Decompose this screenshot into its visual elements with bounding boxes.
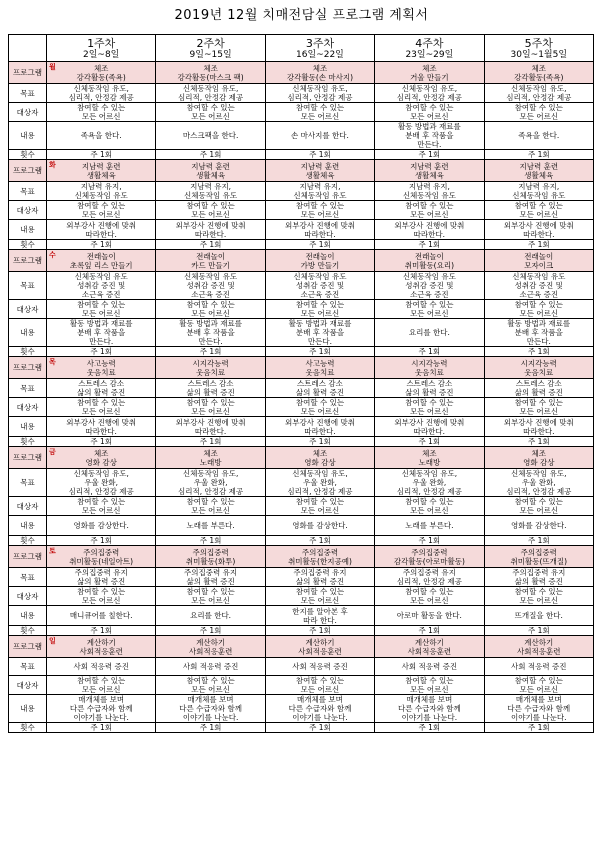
program-row — [9, 546, 594, 568]
row-label: 대상자 — [9, 103, 47, 122]
count-cell: 주 1회 — [484, 536, 593, 546]
count-cell: 주 1회 — [47, 626, 156, 636]
row-label: 프로그램 — [9, 250, 47, 272]
content-cell: 활동 방법과 재료를 분배 후 작품을 만든다. — [375, 122, 484, 150]
content-row — [9, 319, 594, 347]
row-label: 내용 — [9, 695, 47, 723]
target-cell: 참여할 수 있는 모든 어르신 — [156, 398, 265, 417]
target-cell: 참여할 수 있는 모든 어르신 — [156, 103, 265, 122]
content-cell: 요리를 한다. — [156, 606, 265, 626]
goal-cell: 신체동작임 유도, 우울 완화, 심리적, 안정감 제공 — [156, 469, 265, 497]
target-cell: 참여할 수 있는 모든 어르신 — [375, 201, 484, 220]
program-row — [9, 447, 594, 469]
target-row — [9, 676, 594, 695]
count-cell: 주 1회 — [265, 626, 374, 636]
program-cell: 체조 영화 감상 금 — [47, 447, 156, 469]
goal-cell: 신체동작임 유도 성취감 증진 및 소근육 증진 — [265, 272, 374, 300]
program-cell: 지남력 훈련 생활체육 — [375, 160, 484, 182]
content-cell: 요리를 한다. — [375, 319, 484, 347]
goal-row — [9, 84, 594, 103]
content-row — [9, 220, 594, 240]
program-row — [9, 250, 594, 272]
target-cell: 참여할 수 있는 모든 어르신 — [375, 676, 484, 695]
goal-cell: 주의집중력 유지 심리적, 안정감 제공 — [375, 568, 484, 587]
count-cell: 주 1회 — [265, 240, 374, 250]
goal-cell: 지남력 유지, 신체동작임 유도 — [156, 182, 265, 201]
row-label: 대상자 — [9, 587, 47, 606]
content-row — [9, 516, 594, 536]
goal-cell: 신체동작임 유도, 심리적, 안정감 제공 — [47, 84, 156, 103]
count-cell: 주 1회 — [156, 723, 265, 733]
goal-cell: 신체동작임 유도, 심리적, 안정감 제공 — [156, 84, 265, 103]
goal-cell: 스트레스 감소 삶의 활력 증진 — [375, 379, 484, 398]
program-cell: 전래놀이 취미활동(요리) — [375, 250, 484, 272]
row-label: 목표 — [9, 182, 47, 201]
count-cell: 주 1회 — [47, 723, 156, 733]
target-cell: 참여할 수 있는 모든 어르신 — [484, 398, 593, 417]
program-cell: 체조 노래방 — [375, 447, 484, 469]
content-cell: 외부강사 진행에 맞춰 따라한다. — [375, 220, 484, 240]
content-cell: 뜨개질을 한다. — [484, 606, 593, 626]
content-row — [9, 417, 594, 437]
count-cell: 주 1회 — [265, 347, 374, 357]
count-cell: 주 1회 — [156, 437, 265, 447]
count-row — [9, 536, 594, 546]
row-label: 목표 — [9, 84, 47, 103]
goal-cell: 신체동작임 유도, 우울 완화, 심리적, 안정감 제공 — [47, 469, 156, 497]
goal-cell: 주의집중력 유지 삶의 활력 증진 — [484, 568, 593, 587]
target-cell: 참여할 수 있는 모든 어르신 — [375, 300, 484, 319]
count-cell: 주 1회 — [375, 150, 484, 160]
content-cell: 영화를 감상한다. — [47, 516, 156, 536]
row-label: 횟수 — [9, 240, 47, 250]
target-cell: 참여할 수 있는 모든 어르신 — [47, 676, 156, 695]
target-cell: 참여할 수 있는 모든 어르신 — [265, 676, 374, 695]
program-cell: 시지각능력 웃음치료 — [375, 357, 484, 379]
goal-row — [9, 658, 594, 676]
program-cell: 체조 영화 감상 — [265, 447, 374, 469]
program-row — [9, 160, 594, 182]
content-cell: 외부강사 진행에 맞춰 따라한다. — [156, 220, 265, 240]
target-row — [9, 587, 594, 606]
row-label: 대상자 — [9, 300, 47, 319]
goal-cell: 주의집중력 유지 삶의 활력 증진 — [47, 568, 156, 587]
content-cell: 활동 방법과 재료를 분배 후 작품을 만든다. — [484, 319, 593, 347]
row-label: 내용 — [9, 319, 47, 347]
target-cell: 참여할 수 있는 모든 어르신 — [265, 398, 374, 417]
target-cell: 참여할 수 있는 모든 어르신 — [47, 103, 156, 122]
target-cell: 참여할 수 있는 모든 어르신 — [47, 201, 156, 220]
content-cell: 마스크팩을 한다. — [156, 122, 265, 150]
target-cell: 참여할 수 있는 모든 어르신 — [156, 300, 265, 319]
count-cell: 주 1회 — [47, 240, 156, 250]
count-cell: 주 1회 — [47, 437, 156, 447]
goal-row — [9, 182, 594, 201]
count-row — [9, 150, 594, 160]
row-label: 대상자 — [9, 497, 47, 516]
program-cell: 체조 강각활동(족욕) 월 — [47, 62, 156, 84]
target-cell: 참여할 수 있는 모든 어르신 — [156, 587, 265, 606]
row-label: 횟수 — [9, 536, 47, 546]
count-cell: 주 1회 — [47, 150, 156, 160]
week-header: 5주차 30일~1월5일 — [484, 35, 593, 62]
goal-cell: 스트레스 감소 삶의 활력 증진 — [47, 379, 156, 398]
program-cell: 체조 영화 감상 — [484, 447, 593, 469]
goal-cell: 사회 적응력 증진 — [156, 658, 265, 676]
goal-cell: 신체동작임 유도, 심리적, 안정감 제공 — [484, 84, 593, 103]
target-cell: 참여할 수 있는 모든 어르신 — [265, 587, 374, 606]
target-cell: 참여할 수 있는 모든 어르신 — [484, 497, 593, 516]
content-cell: 매개체를 보며 다른 수급자와 함께 이야기를 나눈다. — [484, 695, 593, 723]
week-header: 3주차 16일~22일 — [265, 35, 374, 62]
count-cell: 주 1회 — [375, 536, 484, 546]
goal-cell: 지남력 유지, 신체동작임 유도 — [265, 182, 374, 201]
goal-cell: 스트레스 감소 삶의 활력 증진 — [484, 379, 593, 398]
content-cell: 외부강사 진행에 맞춰 따라한다. — [484, 220, 593, 240]
goal-cell: 신체동작임 유도, 우울 완화, 심리적, 안정감 제공 — [265, 469, 374, 497]
goal-cell: 사회 적응력 증진 — [265, 658, 374, 676]
target-cell: 참여할 수 있는 모든 어르신 — [156, 497, 265, 516]
day-tag: 목 — [49, 358, 56, 366]
target-cell: 참여할 수 있는 모든 어르신 — [265, 300, 374, 319]
target-row — [9, 300, 594, 319]
goal-cell: 사회 적응력 증진 — [484, 658, 593, 676]
row-label: 횟수 — [9, 723, 47, 733]
count-cell: 주 1회 — [484, 626, 593, 636]
goal-cell: 주의집중력 유지 삶의 활력 증진 — [265, 568, 374, 587]
program-cell: 전래놀이 가방 만들기 — [265, 250, 374, 272]
count-cell: 주 1회 — [156, 626, 265, 636]
row-label: 내용 — [9, 516, 47, 536]
week-header-row — [9, 35, 594, 62]
program-cell: 주의집중력 취미활동(화투) — [156, 546, 265, 568]
day-tag: 토 — [49, 547, 56, 555]
program-cell: 지남력 훈련 생활체육 — [484, 160, 593, 182]
goal-cell: 지남력 유지, 신체동작임 유도 — [375, 182, 484, 201]
goal-cell: 신체동작임 유도 성취감 증진 및 소근육 증진 — [47, 272, 156, 300]
program-cell: 체조 강각활동(족욕) — [484, 62, 593, 84]
row-label: 목표 — [9, 379, 47, 398]
content-cell: 외부강사 진행에 맞춰 따라한다. — [484, 417, 593, 437]
row-label: 내용 — [9, 122, 47, 150]
count-cell: 주 1회 — [484, 150, 593, 160]
goal-cell: 신체동작임 유도, 우울 완화, 심리적, 안정감 제공 — [484, 469, 593, 497]
day-tag: 일 — [49, 637, 56, 645]
count-cell: 주 1회 — [156, 240, 265, 250]
row-label: 프로그램 — [9, 447, 47, 469]
row-label: 목표 — [9, 272, 47, 300]
target-cell: 참여할 수 있는 모든 어르신 — [156, 676, 265, 695]
program-row — [9, 636, 594, 658]
goal-cell: 지남력 유지, 신체동작임 유도 — [47, 182, 156, 201]
program-cell: 계산하기 사회적응훈련 — [375, 636, 484, 658]
program-cell: 주의집중력 감각활동(아로마활동) — [375, 546, 484, 568]
row-label: 프로그램 — [9, 357, 47, 379]
row-label: 횟수 — [9, 347, 47, 357]
goal-row — [9, 469, 594, 497]
content-cell: 족욕을 한다. — [484, 122, 593, 150]
content-cell: 매개체를 보며 다른 수급자와 함께 이야기를 나눈다. — [47, 695, 156, 723]
target-cell: 참여할 수 있는 모든 어르신 — [484, 300, 593, 319]
target-row — [9, 497, 594, 516]
count-cell: 주 1회 — [265, 536, 374, 546]
row-label: 목표 — [9, 568, 47, 587]
program-cell: 지남력 훈련 생활체육 — [265, 160, 374, 182]
program-cell: 주의집중력 취미활동(네일아트) 토 — [47, 546, 156, 568]
target-cell: 참여할 수 있는 모든 어르신 — [156, 201, 265, 220]
content-cell: 노래를 부른다. — [156, 516, 265, 536]
day-tag: 월 — [49, 63, 56, 71]
count-cell: 주 1회 — [375, 626, 484, 636]
count-cell: 주 1회 — [47, 536, 156, 546]
program-cell: 체조 노래방 — [156, 447, 265, 469]
program-cell: 계산하기 사회적응훈련 — [265, 636, 374, 658]
row-label: 내용 — [9, 220, 47, 240]
target-cell: 참여할 수 있는 모든 어르신 — [265, 497, 374, 516]
content-cell: 손 마사지를 한다. — [265, 122, 374, 150]
count-cell: 주 1회 — [484, 240, 593, 250]
target-cell: 참여할 수 있는 모든 어르신 — [375, 103, 484, 122]
corner-cell — [9, 35, 47, 62]
row-label: 횟수 — [9, 150, 47, 160]
content-cell: 외부강사 진행에 맞춰 따라한다. — [156, 417, 265, 437]
program-row — [9, 357, 594, 379]
target-cell: 참여할 수 있는 모든 어르신 — [47, 497, 156, 516]
program-cell: 시지각능력 웃음치료 — [156, 357, 265, 379]
count-cell: 주 1회 — [156, 150, 265, 160]
target-cell: 참여할 수 있는 모든 어르신 — [375, 587, 484, 606]
content-row — [9, 695, 594, 723]
target-cell: 참여할 수 있는 모든 어르신 — [47, 300, 156, 319]
goal-row — [9, 568, 594, 587]
count-cell: 주 1회 — [156, 536, 265, 546]
day-tag: 화 — [49, 161, 56, 169]
count-cell: 주 1회 — [47, 347, 156, 357]
goal-cell: 사회 적응력 증진 — [47, 658, 156, 676]
content-cell: 한지를 알아본 후 따라 한다. — [265, 606, 374, 626]
count-cell: 주 1회 — [375, 723, 484, 733]
target-cell: 참여할 수 있는 모든 어르신 — [484, 587, 593, 606]
row-label: 프로그램 — [9, 636, 47, 658]
content-row — [9, 606, 594, 626]
row-label: 대상자 — [9, 398, 47, 417]
target-cell: 참여할 수 있는 모든 어르신 — [265, 103, 374, 122]
target-row — [9, 398, 594, 417]
content-row — [9, 122, 594, 150]
content-cell: 활동 방법과 재료를 분배 후 작품을 만든다. — [156, 319, 265, 347]
program-cell: 전래놀이 초록잎 리스 만들기 수 — [47, 250, 156, 272]
row-label: 대상자 — [9, 201, 47, 220]
target-cell: 참여할 수 있는 모든 어르신 — [484, 201, 593, 220]
row-label: 프로그램 — [9, 160, 47, 182]
program-cell: 주의집중력 취미활동(한지공예) — [265, 546, 374, 568]
count-cell: 주 1회 — [265, 723, 374, 733]
target-cell: 참여할 수 있는 모든 어르신 — [47, 398, 156, 417]
count-cell: 주 1회 — [375, 347, 484, 357]
row-label: 프로그램 — [9, 62, 47, 84]
count-cell: 주 1회 — [484, 437, 593, 447]
goal-cell: 신체동작임 유도 성취감 증진 및 소근육 증진 — [156, 272, 265, 300]
program-cell: 지남력 훈련 생활체육 화 — [47, 160, 156, 182]
count-row — [9, 723, 594, 733]
row-label: 내용 — [9, 606, 47, 626]
program-cell: 전래놀이 카드 만들기 — [156, 250, 265, 272]
goal-row — [9, 379, 594, 398]
row-label: 프로그램 — [9, 546, 47, 568]
program-cell: 계산하기 사회적응훈련 일 — [47, 636, 156, 658]
goal-cell: 신체동작임 유도, 심리적, 안정감 제공 — [265, 84, 374, 103]
content-cell: 외부강사 진행에 맞춰 따라한다. — [375, 417, 484, 437]
content-cell: 아로마 활동을 한다. — [375, 606, 484, 626]
goal-cell: 사회 적응력 증진 — [375, 658, 484, 676]
row-label: 횟수 — [9, 626, 47, 636]
target-cell: 참여할 수 있는 모든 어르신 — [265, 201, 374, 220]
count-row — [9, 626, 594, 636]
count-row — [9, 240, 594, 250]
program-cell: 체조 강각활동(손 마사지) — [265, 62, 374, 84]
content-cell: 영화를 감상한다. — [265, 516, 374, 536]
content-cell: 매니큐어를 칠한다. — [47, 606, 156, 626]
count-cell: 주 1회 — [375, 437, 484, 447]
program-cell: 체조 거울 만들기 — [375, 62, 484, 84]
content-cell: 외부강사 진행에 맞춰 따라한다. — [265, 417, 374, 437]
content-cell: 매개체를 보며 다른 수급자와 함께 이야기를 나눈다. — [265, 695, 374, 723]
program-cell: 계산하기 사회적응훈련 — [156, 636, 265, 658]
row-label: 목표 — [9, 658, 47, 676]
content-cell: 매개체를 보며 다른 수급자와 함께 이야기를 나눈다. — [156, 695, 265, 723]
day-tag: 금 — [49, 448, 56, 456]
program-cell: 계산하기 사회적응훈련 — [484, 636, 593, 658]
program-cell: 지남력 훈련 생활체육 — [156, 160, 265, 182]
goal-cell: 지남력 유지, 신체동작임 유도 — [484, 182, 593, 201]
content-cell: 외부강사 진행에 맞춰 따라한다. — [47, 220, 156, 240]
page-title: 2019년 12월 치매전담실 프로그램 계획서 — [174, 8, 429, 23]
goal-cell: 스트레스 감소 삶의 활력 증진 — [156, 379, 265, 398]
content-cell: 영화를 감상한다. — [484, 516, 593, 536]
row-label: 대상자 — [9, 676, 47, 695]
target-cell: 참여할 수 있는 모든 어르신 — [375, 398, 484, 417]
count-row — [9, 437, 594, 447]
week-header: 4주차 23일~29일 — [375, 35, 484, 62]
content-cell: 활동 방법과 재료를 분배 후 작품을 만든다. — [47, 319, 156, 347]
count-cell: 주 1회 — [484, 723, 593, 733]
week-header: 2주차 9일~15일 — [156, 35, 265, 62]
program-cell: 사고능력 웃음치료 목 — [47, 357, 156, 379]
goal-cell: 신체동작임 유도, 심리적, 안정감 제공 — [375, 84, 484, 103]
content-cell: 족욕을 한다. — [47, 122, 156, 150]
count-cell: 주 1회 — [265, 437, 374, 447]
row-label: 목표 — [9, 469, 47, 497]
content-cell: 매개체를 보며 다른 수급자와 함께 이야기를 나눈다. — [375, 695, 484, 723]
goal-cell: 신체동작임 유도 성취감 증진 및 소근육 증진 — [484, 272, 593, 300]
program-cell: 전래놀이 모자이크 — [484, 250, 593, 272]
target-cell: 참여할 수 있는 모든 어르신 — [484, 676, 593, 695]
content-cell: 활동 방법과 재료를 분배 후 작품을 만든다. — [265, 319, 374, 347]
day-tag: 수 — [49, 251, 56, 259]
count-cell: 주 1회 — [265, 150, 374, 160]
program-cell: 주의집중력 취미활동(뜨개질) — [484, 546, 593, 568]
count-cell: 주 1회 — [156, 347, 265, 357]
content-cell: 외부강사 진행에 맞춰 따라한다. — [265, 220, 374, 240]
goal-cell: 주의집중력 유지 삶의 활력 증진 — [156, 568, 265, 587]
program-cell: 시지각능력 웃음치료 — [484, 357, 593, 379]
count-cell: 주 1회 — [375, 240, 484, 250]
program-cell: 체조 강각활동(마스크 팩) — [156, 62, 265, 84]
count-cell: 주 1회 — [484, 347, 593, 357]
content-cell: 외부강사 진행에 맞춰 따라한다. — [47, 417, 156, 437]
week-header: 1주차 2일~8일 — [47, 35, 156, 62]
count-row — [9, 347, 594, 357]
program-cell: 사고능력 웃음치료 — [265, 357, 374, 379]
program-table — [8, 34, 594, 733]
goal-cell: 신체동작임 유도, 우울 완화, 심리적, 안정감 제공 — [375, 469, 484, 497]
target-cell: 참여할 수 있는 모든 어르신 — [47, 587, 156, 606]
target-cell: 참여할 수 있는 모든 어르신 — [484, 103, 593, 122]
content-cell: 노래를 부른다. — [375, 516, 484, 536]
program-row — [9, 62, 594, 84]
target-cell: 참여할 수 있는 모든 어르신 — [375, 497, 484, 516]
target-row — [9, 103, 594, 122]
row-label: 횟수 — [9, 437, 47, 447]
target-row — [9, 201, 594, 220]
goal-cell: 신체동작임 유도 성취감 증진 및 소근육 증진 — [375, 272, 484, 300]
goal-row — [9, 272, 594, 300]
goal-cell: 스트레스 감소 삶의 활력 증진 — [265, 379, 374, 398]
row-label: 내용 — [9, 417, 47, 437]
